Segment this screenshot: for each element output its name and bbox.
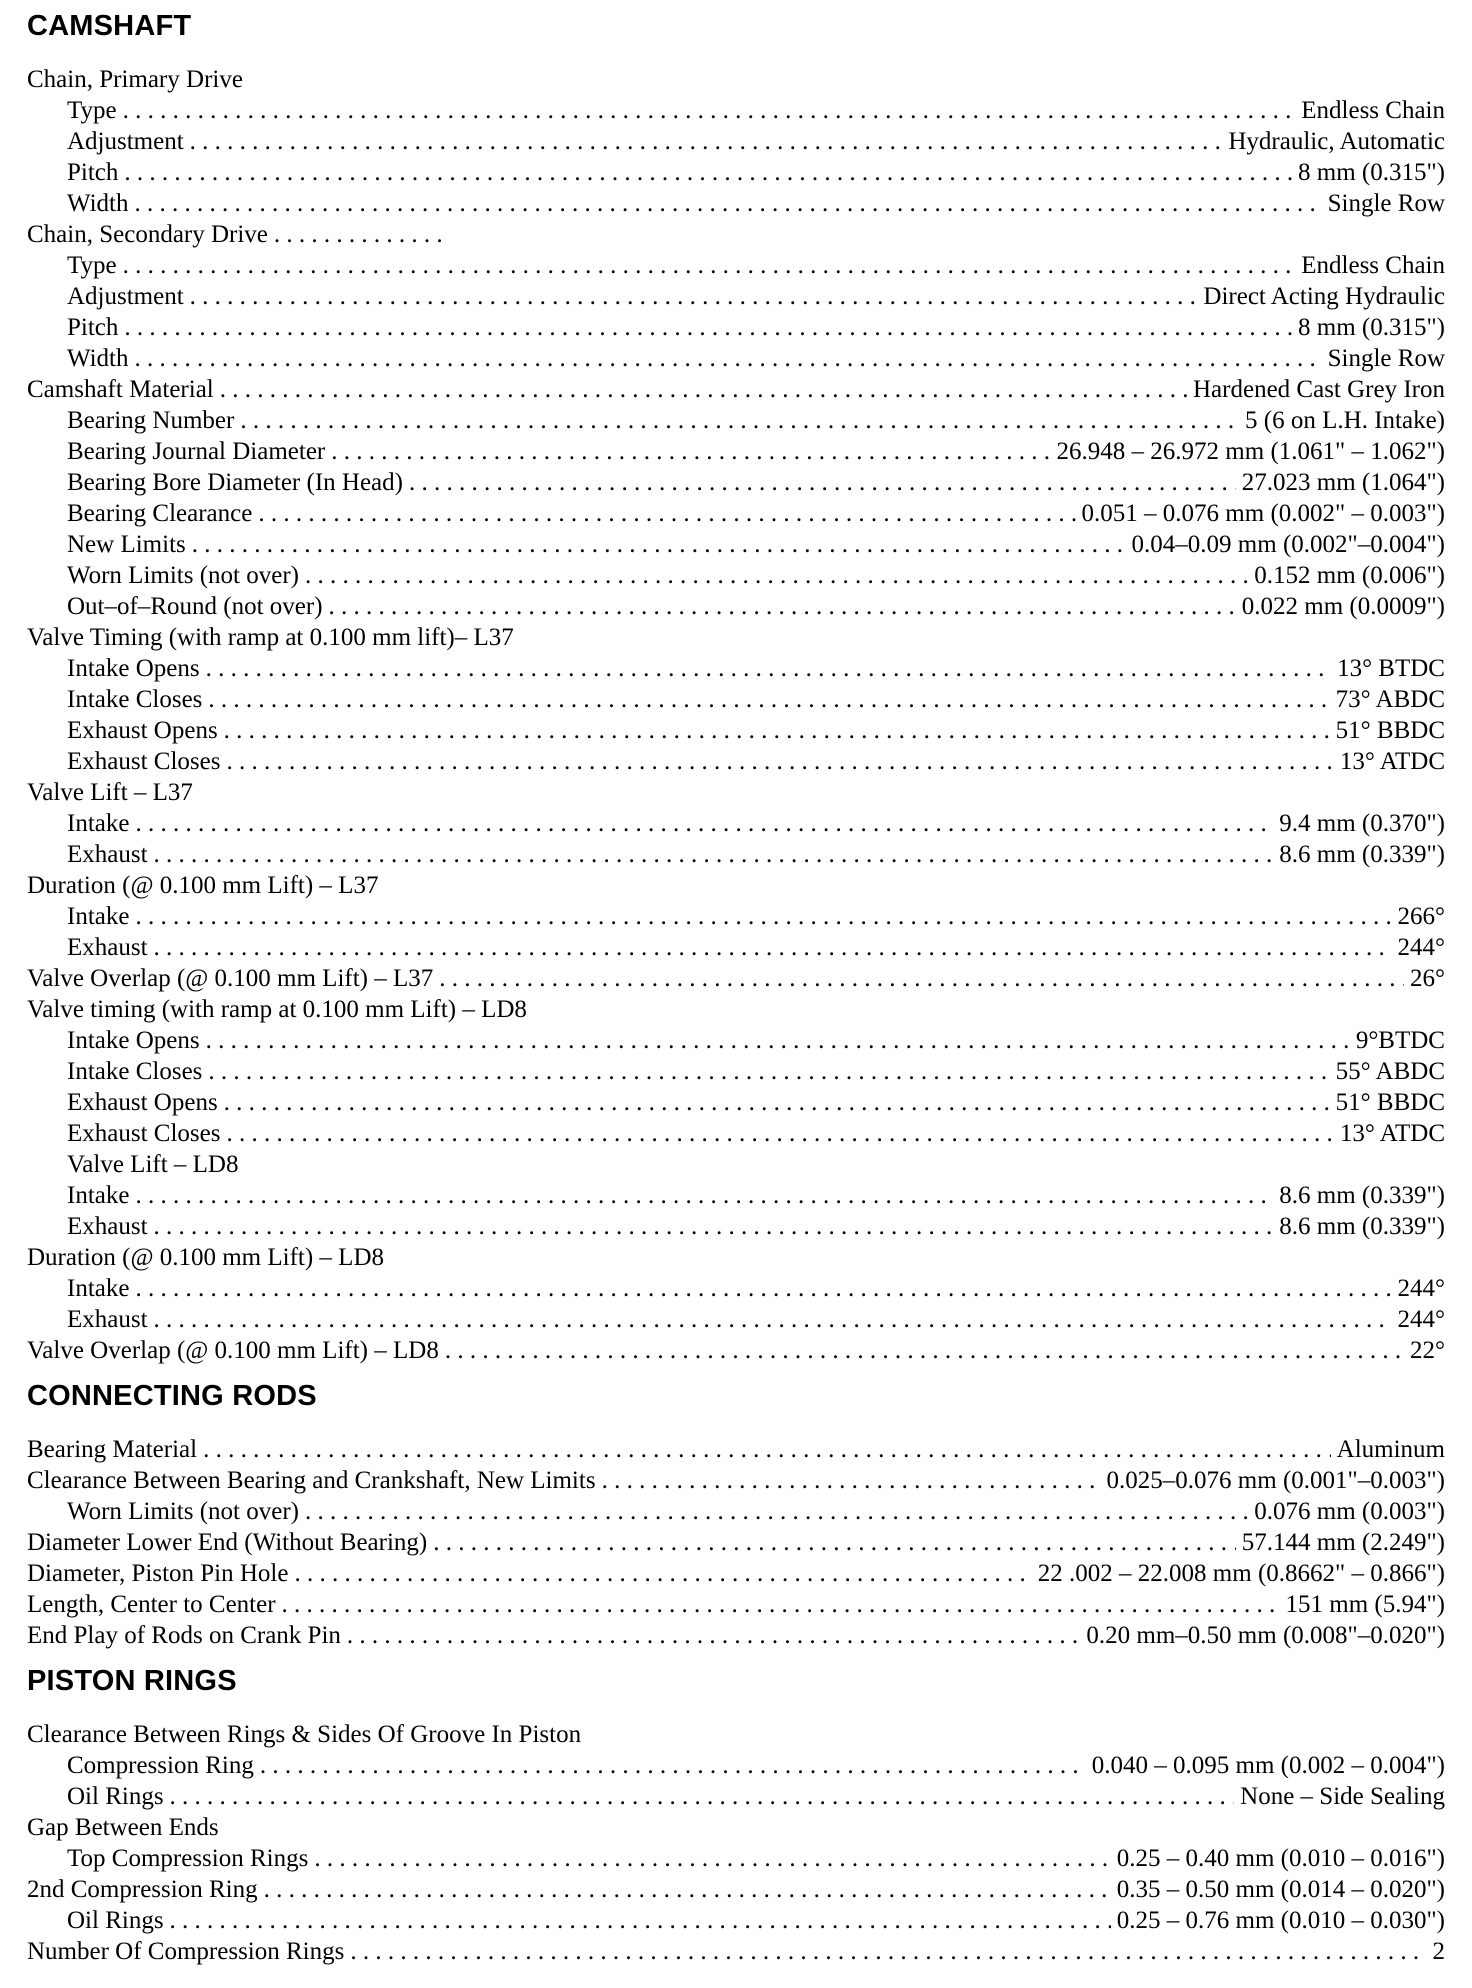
- spec-row: [27, 1843, 1445, 1874]
- spec-label: Exhaust: [67, 934, 148, 961]
- dot-leader: [170, 1781, 1235, 1812]
- spec-value: 0.25 – 0.76 mm (0.010 – 0.030"): [1116, 1907, 1445, 1934]
- dot-leader: [123, 95, 1296, 126]
- spec-row: [27, 64, 1445, 95]
- spec-value: None – Side Sealing: [1240, 1783, 1445, 1810]
- spec-label: Valve Lift – L37: [27, 779, 193, 806]
- spec-label: Number Of Compression Rings: [27, 1938, 345, 1965]
- spec-row: [27, 1719, 1445, 1750]
- dot-leader: [260, 1750, 1086, 1781]
- spec-row: [27, 653, 1445, 684]
- spec-value: 0.025–0.076 mm (0.001"–0.003"): [1106, 1467, 1445, 1494]
- spec-row: [27, 1434, 1445, 1465]
- spec-row: [27, 374, 1445, 405]
- spec-value: 0.040 – 0.095 mm (0.002 – 0.004"): [1091, 1752, 1445, 1779]
- spec-row: [27, 219, 1445, 250]
- spec-label: Oil Rings: [67, 1783, 164, 1810]
- spec-label: 2nd Compression Ring: [27, 1876, 258, 1903]
- spec-value: 0.35 – 0.50 mm (0.014 – 0.020"): [1116, 1876, 1445, 1903]
- section-title: PISTON RINGS: [27, 1665, 237, 1697]
- dot-leader: [135, 1180, 1273, 1211]
- dot-leader: [192, 529, 1126, 560]
- spec-label: Oil Rings: [67, 1907, 164, 1934]
- spec-label: Bearing Journal Diameter: [67, 438, 326, 465]
- spec-value: 0.051 – 0.076 mm (0.002" – 0.003"): [1081, 500, 1445, 527]
- spec-row: [27, 901, 1445, 932]
- dot-leader: [347, 1620, 1081, 1651]
- spec-row: [27, 498, 1445, 529]
- spec-value: 22°: [1410, 1337, 1445, 1364]
- spec-row: [27, 622, 1445, 653]
- dot-leader: [305, 1496, 1248, 1527]
- dot-leader: [208, 1056, 1329, 1087]
- spec-label: Bearing Number: [67, 407, 235, 434]
- spec-value: Single Row: [1327, 345, 1445, 372]
- spec-label: Bearing Clearance: [67, 500, 253, 527]
- spec-label: Clearance Between Bearing and Crankshaft, New Limits: [27, 1467, 596, 1494]
- dot-leader: [154, 1304, 1392, 1335]
- spec-row: [27, 1056, 1445, 1087]
- dot-leader: [314, 1843, 1110, 1874]
- spec-row: [27, 1180, 1445, 1211]
- spec-section-connecting-rods: [27, 1378, 1445, 1651]
- spec-label: Exhaust: [67, 841, 148, 868]
- spec-value: 51° BBDC: [1335, 717, 1445, 744]
- spec-value: 244°: [1397, 1275, 1445, 1302]
- spec-label: Type: [67, 97, 117, 124]
- spec-value: 73° ABDC: [1335, 686, 1445, 713]
- spec-row: [27, 529, 1445, 560]
- spec-row: [27, 1273, 1445, 1304]
- dot-leader: [206, 1025, 1350, 1056]
- spec-label: Intake Closes: [67, 1058, 203, 1085]
- spec-value: 57.144 mm (2.249"): [1241, 1529, 1445, 1556]
- dot-leader: [602, 1465, 1101, 1496]
- spec-label: Out–of–Round (not over): [67, 593, 323, 620]
- spec-row: [27, 715, 1445, 746]
- spec-row: [27, 1812, 1445, 1843]
- dot-leader: [224, 715, 1330, 746]
- spec-value: 8.6 mm (0.339"): [1279, 841, 1445, 868]
- spec-label: Intake: [67, 1275, 130, 1302]
- spec-row: [27, 1558, 1445, 1589]
- dot-leader: [170, 1905, 1111, 1936]
- dot-leader: [135, 901, 1391, 932]
- spec-row: [27, 281, 1445, 312]
- dot-leader: [226, 1118, 1333, 1149]
- dot-leader: [135, 188, 1322, 219]
- spec-row: [27, 963, 1445, 994]
- dot-leader: [329, 591, 1236, 622]
- spec-value: 9.4 mm (0.370"): [1279, 810, 1445, 837]
- spec-label: Gap Between Ends: [27, 1814, 219, 1841]
- spec-section-piston-rings: [27, 1663, 1445, 1967]
- dot-leader: [154, 1211, 1274, 1242]
- spec-row: [27, 1025, 1445, 1056]
- spec-row: [27, 405, 1445, 436]
- dot-leader: [226, 746, 1333, 777]
- dot-leader: [240, 405, 1239, 436]
- spec-row: [27, 1087, 1445, 1118]
- spec-label: Compression Ring: [67, 1752, 254, 1779]
- spec-label: New Limits: [67, 531, 186, 558]
- dot-leader: [274, 219, 444, 250]
- spec-row: [27, 188, 1445, 219]
- spec-label: Intake: [67, 903, 130, 930]
- spec-row: [27, 1211, 1445, 1242]
- spec-row: [27, 250, 1445, 281]
- spec-label: Diameter Lower End (Without Bearing): [27, 1529, 428, 1556]
- spec-value: 51° BBDC: [1335, 1089, 1445, 1116]
- spec-value: Single Row: [1327, 190, 1445, 217]
- spec-label: Exhaust: [67, 1306, 148, 1333]
- dot-leader: [294, 1558, 1031, 1589]
- spec-value: 27.023 mm (1.064"): [1241, 469, 1445, 496]
- spec-value: 8 mm (0.315"): [1298, 314, 1445, 341]
- spec-row: [27, 1304, 1445, 1335]
- dot-leader: [135, 1273, 1391, 1304]
- dot-leader: [190, 281, 1198, 312]
- spec-label: Exhaust Opens: [67, 1089, 218, 1116]
- dot-leader: [305, 560, 1248, 591]
- spec-row: [27, 1527, 1445, 1558]
- spec-value: Hydraulic, Automatic: [1228, 128, 1445, 155]
- spec-value: 266°: [1397, 903, 1445, 930]
- dot-leader: [258, 498, 1075, 529]
- spec-value: 13° ATDC: [1339, 1120, 1445, 1147]
- spec-value: 0.022 mm (0.0009"): [1241, 593, 1445, 620]
- spec-label: Duration (@ 0.100 mm Lift) – L37: [27, 872, 379, 899]
- spec-value: 0.152 mm (0.006"): [1254, 562, 1445, 589]
- spec-row: [27, 157, 1445, 188]
- dot-leader: [154, 839, 1274, 870]
- spec-value: 8.6 mm (0.339"): [1279, 1182, 1445, 1209]
- dot-leader: [135, 343, 1322, 374]
- spec-value: 8 mm (0.315"): [1298, 159, 1445, 186]
- spec-row: [27, 1496, 1445, 1527]
- spec-row: [27, 1465, 1445, 1496]
- spec-value: 8.6 mm (0.339"): [1279, 1213, 1445, 1240]
- spec-value: 5 (6 on L.H. Intake): [1245, 407, 1445, 434]
- spec-label: Duration (@ 0.100 mm Lift) – LD8: [27, 1244, 384, 1271]
- dot-leader: [124, 157, 1292, 188]
- dot-leader: [439, 963, 1404, 994]
- spec-value: 55° ABDC: [1335, 1058, 1445, 1085]
- spec-value: 244°: [1397, 934, 1445, 961]
- spec-row: [27, 808, 1445, 839]
- dot-leader: [123, 250, 1296, 281]
- spec-label: Exhaust Closes: [67, 748, 221, 775]
- spec-row: [27, 870, 1445, 901]
- spec-label: Intake Closes: [67, 686, 203, 713]
- spec-row: [27, 126, 1445, 157]
- spec-row: [27, 839, 1445, 870]
- dot-leader: [282, 1589, 1280, 1620]
- spec-row: [27, 994, 1445, 1025]
- spec-row: [27, 1149, 1445, 1180]
- dot-leader: [445, 1335, 1404, 1366]
- spec-label: Valve Timing (with ramp at 0.100 mm lift)– L37: [27, 624, 514, 651]
- spec-row: [27, 1118, 1445, 1149]
- spec-label: Intake: [67, 1182, 130, 1209]
- spec-value: 0.04–0.09 mm (0.002"–0.004"): [1131, 531, 1445, 558]
- spec-row: [27, 560, 1445, 591]
- spec-label: Worn Limits (not over): [67, 1498, 299, 1525]
- spec-value: 26°: [1410, 965, 1445, 992]
- spec-value: Direct Acting Hydraulic: [1203, 283, 1445, 310]
- spec-section-camshaft: [27, 8, 1445, 1366]
- spec-value: 22 .002 – 22.008 mm (0.8662" – 0.866"): [1037, 1560, 1445, 1587]
- spec-label: Valve Lift – LD8: [67, 1151, 239, 1178]
- spec-value: Endless Chain: [1301, 97, 1445, 124]
- spec-label: Type: [67, 252, 117, 279]
- spec-label: End Play of Rods on Crank Pin: [27, 1622, 341, 1649]
- spec-value: 0.20 mm–0.50 mm (0.008"–0.020"): [1086, 1622, 1445, 1649]
- spec-value: 244°: [1397, 1306, 1445, 1333]
- spec-label: Width: [67, 345, 129, 372]
- dot-leader: [264, 1874, 1111, 1905]
- dot-leader: [433, 1527, 1236, 1558]
- spec-row: [27, 312, 1445, 343]
- spec-page: [27, 8, 1445, 1967]
- spec-row: [27, 746, 1445, 777]
- dot-leader: [135, 808, 1273, 839]
- spec-value: 151 mm (5.94"): [1285, 1591, 1445, 1618]
- dot-leader: [224, 1087, 1330, 1118]
- spec-label: Top Compression Rings: [67, 1845, 309, 1872]
- spec-value: 2: [1432, 1938, 1445, 1965]
- spec-label: Intake Opens: [67, 1027, 200, 1054]
- spec-label: Camshaft Material: [27, 376, 214, 403]
- spec-label: Diameter, Piston Pin Hole: [27, 1560, 289, 1587]
- spec-value: 0.25 – 0.40 mm (0.010 – 0.016"): [1116, 1845, 1445, 1872]
- spec-label: Pitch: [67, 314, 119, 341]
- spec-label: Clearance Between Rings & Sides Of Groove In Piston: [27, 1721, 582, 1748]
- spec-value: 0.076 mm (0.003"): [1254, 1498, 1445, 1525]
- dot-leader: [208, 684, 1329, 715]
- dot-leader: [203, 1434, 1331, 1465]
- spec-row: [27, 1335, 1445, 1366]
- spec-label: Length, Center to Center: [27, 1591, 276, 1618]
- spec-label: Valve Overlap (@ 0.100 mm Lift) – LD8: [27, 1337, 439, 1364]
- spec-row: [27, 1936, 1445, 1967]
- spec-label: Chain, Primary Drive: [27, 66, 243, 93]
- dot-leader: [154, 932, 1392, 963]
- spec-label: Pitch: [67, 159, 119, 186]
- spec-label: Bearing Bore Diameter (In Head): [67, 469, 403, 496]
- spec-label: Intake: [67, 810, 130, 837]
- spec-row: [27, 777, 1445, 808]
- spec-row: [27, 436, 1445, 467]
- section-title: CAMSHAFT: [27, 10, 192, 42]
- spec-row: [27, 1781, 1445, 1812]
- spec-value: Endless Chain: [1301, 252, 1445, 279]
- spec-label: Valve timing (with ramp at 0.100 mm Lift) – LD8: [27, 996, 527, 1023]
- spec-row: [27, 1620, 1445, 1651]
- spec-row: [27, 684, 1445, 715]
- dot-leader: [409, 467, 1236, 498]
- spec-label: Worn Limits (not over): [67, 562, 299, 589]
- spec-label: Adjustment: [67, 128, 184, 155]
- spec-row: [27, 591, 1445, 622]
- spec-label: Bearing Material: [27, 1436, 198, 1463]
- spec-row: [27, 932, 1445, 963]
- spec-label: Exhaust: [67, 1213, 148, 1240]
- spec-row: [27, 1589, 1445, 1620]
- spec-value: Hardened Cast Grey Iron: [1193, 376, 1445, 403]
- spec-value: 9°BTDC: [1355, 1027, 1445, 1054]
- dot-leader: [331, 436, 1050, 467]
- dot-leader: [350, 1936, 1426, 1967]
- spec-row: [27, 1905, 1445, 1936]
- spec-label: Adjustment: [67, 283, 184, 310]
- spec-value: 13° ATDC: [1339, 748, 1445, 775]
- spec-row: [27, 343, 1445, 374]
- spec-value: 26.948 – 26.972 mm (1.061" – 1.062"): [1056, 438, 1445, 465]
- spec-label: Intake Opens: [67, 655, 200, 682]
- spec-label: Chain, Secondary Drive: [27, 221, 268, 248]
- spec-row: [27, 467, 1445, 498]
- spec-row: [27, 1750, 1445, 1781]
- dot-leader: [190, 126, 1223, 157]
- spec-row: [27, 1874, 1445, 1905]
- dot-leader: [206, 653, 1331, 684]
- spec-row: [27, 1242, 1445, 1273]
- spec-label: Exhaust Opens: [67, 717, 218, 744]
- spec-row: [27, 95, 1445, 126]
- spec-label: Width: [67, 190, 129, 217]
- spec-value: Aluminum: [1336, 1436, 1445, 1463]
- dot-leader: [124, 312, 1292, 343]
- spec-label: Exhaust Closes: [67, 1120, 221, 1147]
- section-title: CONNECTING RODS: [27, 1380, 317, 1412]
- dot-leader: [220, 374, 1187, 405]
- spec-label: Valve Overlap (@ 0.100 mm Lift) – L37: [27, 965, 434, 992]
- spec-value: 13° BTDC: [1337, 655, 1445, 682]
